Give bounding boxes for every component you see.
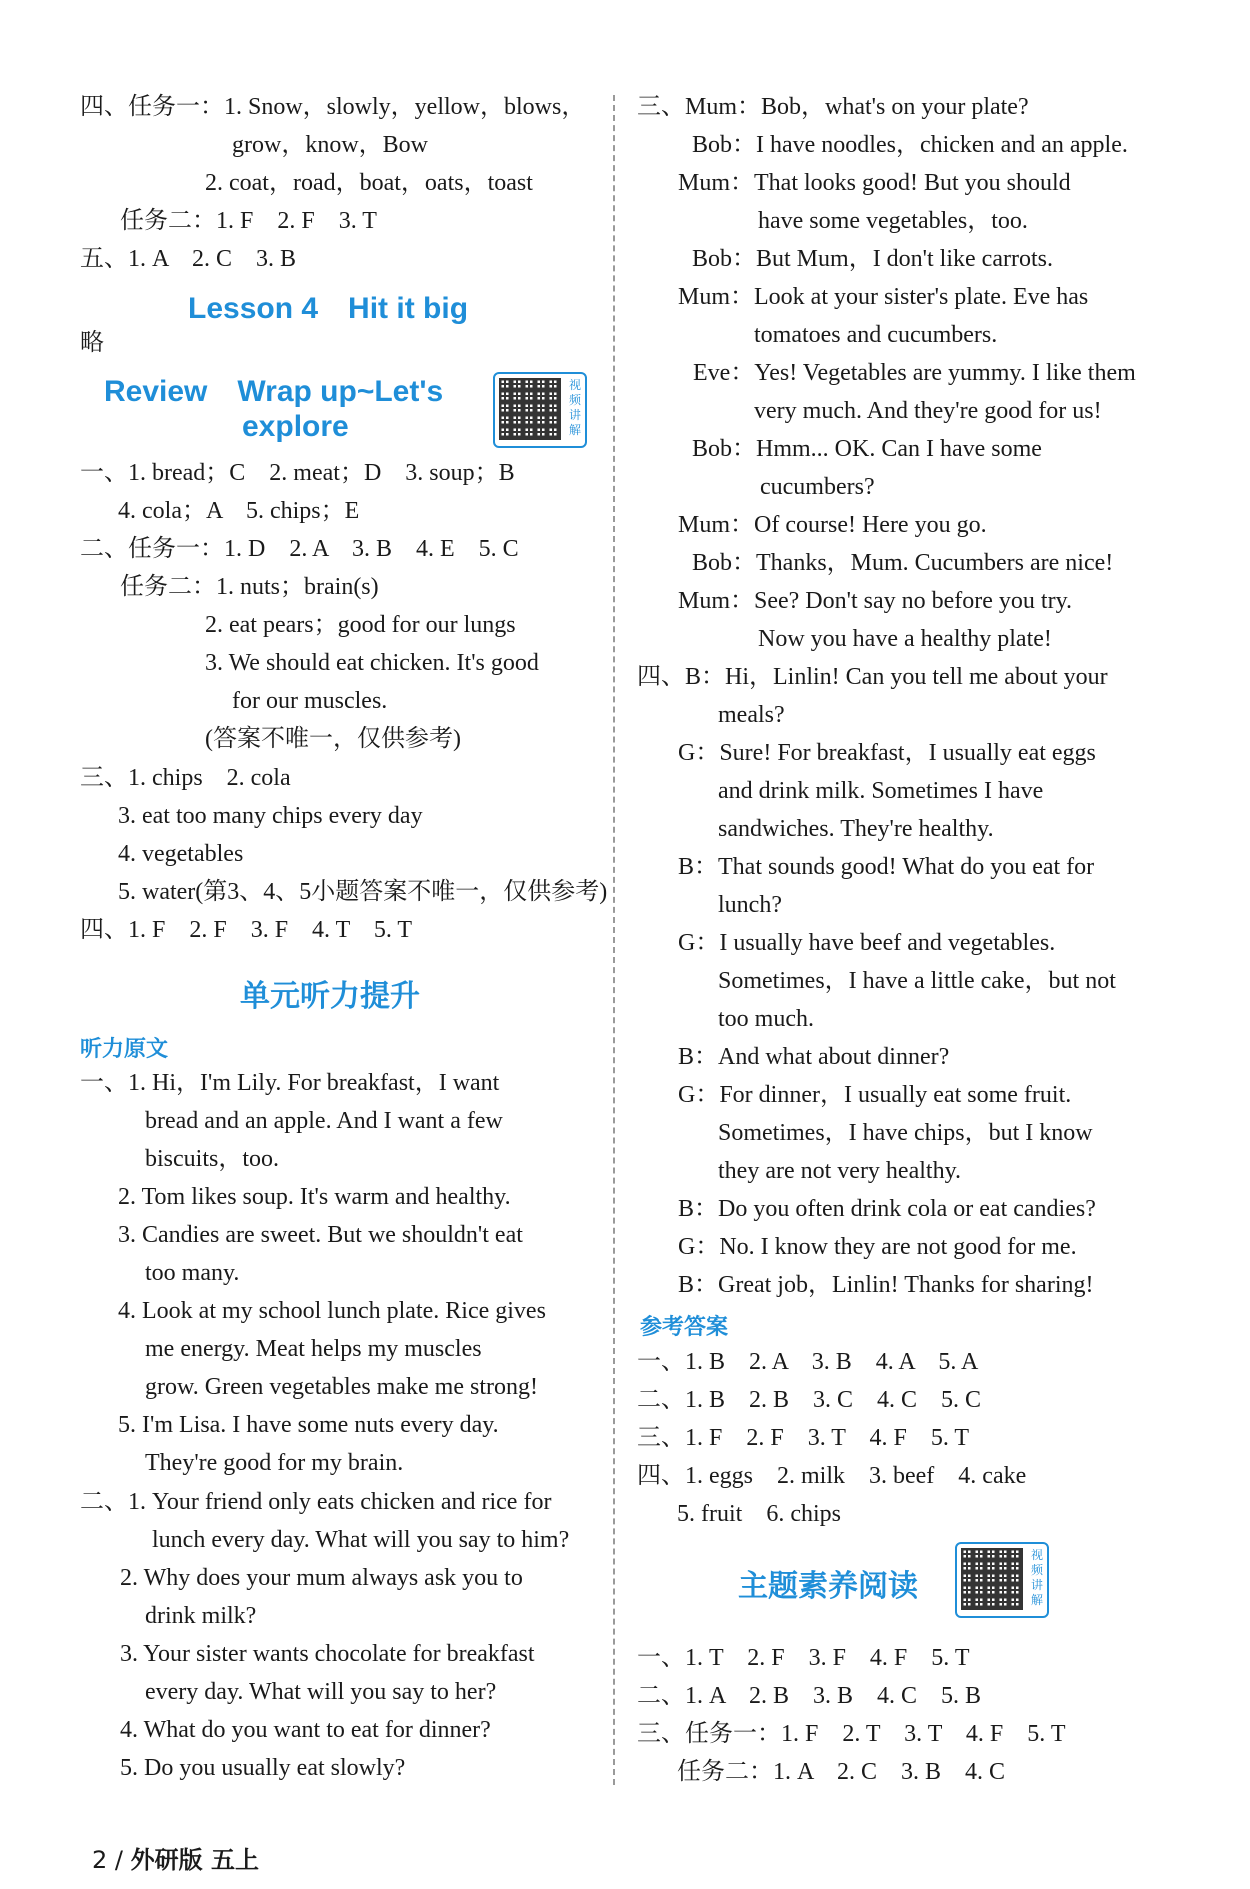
text-line: G：I usually have beef and vegetables. xyxy=(678,930,1056,956)
text-line: me energy. Meat helps my muscles xyxy=(145,1336,482,1362)
text-line: 4. What do you want to eat for dinner? xyxy=(120,1717,491,1743)
text-line: 三、1. F 2. F 3. T 4. F 5. T xyxy=(637,1425,970,1451)
text-line: 4. cola；A 5. chips；E xyxy=(118,498,360,524)
text-line: Mum：Look at your sister's plate. Eve has xyxy=(678,284,1089,310)
text-line: Sometimes，I have chips，but I know xyxy=(718,1120,1093,1146)
text-line: 2. Tom likes soup. It's warm and healthy. xyxy=(118,1184,511,1210)
text-line: Bob：But Mum，I don't like carrots. xyxy=(692,246,1053,272)
text-line: Eve：Yes! Vegetables are yummy. I like them xyxy=(693,360,1136,386)
text-line: 三、1. chips 2. cola xyxy=(80,765,291,791)
text-line: 四、1. eggs 2. milk 3. beef 4. cake xyxy=(637,1463,1027,1489)
text-line: B：That sounds good! What do you eat for xyxy=(678,854,1095,880)
text-line: 4. vegetables xyxy=(118,841,244,867)
text-line: B：Do you often drink cola or eat candies? xyxy=(678,1196,1096,1222)
text-line: They're good for my brain. xyxy=(145,1450,404,1476)
text-line: G：For dinner，I usually eat some fruit. xyxy=(678,1082,1072,1108)
review-heading-cont: explore xyxy=(242,410,349,443)
qr-pattern xyxy=(499,378,561,440)
text-line: and drink milk. Sometimes I have xyxy=(718,778,1044,804)
text-line: Mum：Of course! Here you go. xyxy=(678,512,987,538)
text-line: Bob：I have noodles，chicken and an apple. xyxy=(692,132,1128,158)
text-line: Bob：Hmm... OK. Can I have some xyxy=(692,436,1042,462)
lesson-heading: Lesson 4 Hit it big xyxy=(188,292,469,325)
listening-heading: 单元听力提升 xyxy=(240,980,420,1013)
text-line: 二、任务一：1. D 2. A 3. B 4. E 5. C xyxy=(80,536,519,562)
text-line: 四、1. F 2. F 3. F 4. T 5. T xyxy=(80,917,413,943)
qr-pattern xyxy=(961,1548,1023,1610)
text-line: 任务二：1. F 2. F 3. T xyxy=(120,208,377,234)
text-line: 略 xyxy=(80,330,104,356)
text-line: bread and an apple. And I want a few xyxy=(145,1108,503,1134)
text-line: too many. xyxy=(145,1260,240,1286)
page-footer xyxy=(92,1840,259,1875)
text-line: 5. I'm Lisa. I have some nuts every day. xyxy=(118,1412,499,1438)
text-line: lunch? xyxy=(718,892,782,918)
text-line: Bob：Thanks，Mum. Cucumbers are nice! xyxy=(692,550,1114,576)
text-line: 3. Candies are sweet. But we shouldn't eat xyxy=(118,1222,523,1248)
text-line: B：And what about dinner? xyxy=(678,1044,950,1070)
text-line: 三、Mum：Bob，what's on your plate? xyxy=(637,94,1029,120)
text-line: 三、任务一：1. F 2. T 3. T 4. F 5. T xyxy=(637,1721,1066,1747)
text-line: G：No. I know they are not good for me. xyxy=(678,1234,1077,1260)
text-line: 四、任务一：1. Snow，slowly，yellow，blows， xyxy=(80,94,586,120)
text-line: sandwiches. They're healthy. xyxy=(718,816,994,842)
text-line: 4. Look at my school lunch plate. Rice gives xyxy=(118,1298,546,1324)
text-line: tomatoes and cucumbers. xyxy=(754,322,998,348)
qr-tag: 视频讲解 xyxy=(568,378,581,437)
text-line: G：Sure! For breakfast，I usually eat eggs xyxy=(678,740,1096,766)
text-line: 二、1. Your friend only eats chicken and rice for xyxy=(80,1489,552,1515)
text-line: (答案不唯一，仅供参考) xyxy=(205,726,461,752)
edition-label: 外研版 五上 xyxy=(130,1846,260,1874)
page-number: 2 xyxy=(92,1846,108,1874)
text-line: 任务二：1. A 2. C 3. B 4. C xyxy=(677,1759,1006,1785)
text-line: 2. coat，road，boat，oats，toast xyxy=(205,170,533,196)
text-line: lunch every day. What will you say to him? xyxy=(152,1527,570,1553)
text-line: biscuits，too. xyxy=(145,1146,280,1172)
text-line: for our muscles. xyxy=(232,688,388,714)
text-line: 五、1. A 2. C 3. B xyxy=(80,246,297,272)
text-line: Now you have a healthy plate! xyxy=(758,626,1052,652)
text-line: 3. eat too many chips every day xyxy=(118,803,423,829)
text-line: B：Great job，Linlin! Thanks for sharing! xyxy=(678,1272,1094,1298)
text-line: have some vegetables，too. xyxy=(758,208,1028,234)
text-line: 一、1. B 2. A 3. B 4. A 5. A xyxy=(637,1349,979,1375)
text-line: 一、1. bread；C 2. meat；D 3. soup；B xyxy=(80,460,515,486)
text-line: very much. And they're good for us! xyxy=(754,398,1102,424)
text-line: Mum：That looks good! But you should xyxy=(678,170,1071,196)
text-line: 2. eat pears；good for our lungs xyxy=(205,612,516,638)
text-line: 一、1. T 2. F 3. F 4. F 5. T xyxy=(637,1645,970,1671)
text-line: grow，know，Bow xyxy=(232,132,428,158)
text-line: grow. Green vegetables make me strong! xyxy=(145,1374,538,1400)
text-line: they are not very healthy. xyxy=(718,1158,962,1184)
text-line: too much. xyxy=(718,1006,814,1032)
transcript-heading: 听力原文 xyxy=(80,1036,169,1061)
text-line: 一、1. Hi，I'm Lily. For breakfast，I want xyxy=(80,1070,500,1096)
qr-code-icon[interactable] xyxy=(955,1542,1049,1618)
review-heading: Review Wrap up~Let's xyxy=(104,375,444,408)
text-line: 3. We should eat chicken. It's good xyxy=(205,650,539,676)
text-line: 四、B：Hi，Linlin! Can you tell me about your xyxy=(637,664,1108,690)
text-line: meals? xyxy=(718,702,785,728)
answers-heading: 参考答案 xyxy=(640,1314,729,1339)
text-line: 5. Do you usually eat slowly? xyxy=(120,1755,406,1781)
text-line: Mum：See? Don't say no before you try. xyxy=(678,588,1073,614)
text-line: 2. Why does your mum always ask you to xyxy=(120,1565,523,1591)
column-divider xyxy=(613,95,615,1785)
text-line: 二、1. A 2. B 3. B 4. C 5. B xyxy=(637,1683,982,1709)
text-line: cucumbers? xyxy=(760,474,875,500)
text-line: 3. Your sister wants chocolate for breakfast xyxy=(120,1641,535,1667)
text-line: 二、1. B 2. B 3. C 4. C 5. C xyxy=(637,1387,982,1413)
text-line: Sometimes，I have a little cake，but not xyxy=(718,968,1116,994)
qr-code-icon[interactable] xyxy=(493,372,587,448)
text-line: 5. water(第3、4、5小题答案不唯一，仅供参考) xyxy=(118,879,608,905)
text-line: drink milk? xyxy=(145,1603,257,1629)
qr-tag: 视频讲解 xyxy=(1030,1548,1043,1607)
text-line: 5. fruit 6. chips xyxy=(677,1501,841,1527)
text-line: 任务二：1. nuts；brain(s) xyxy=(120,574,379,600)
footer-separator: / xyxy=(114,1846,124,1874)
reading-heading: 主题素养阅读 xyxy=(738,1570,918,1603)
text-line: every day. What will you say to her? xyxy=(145,1679,497,1705)
